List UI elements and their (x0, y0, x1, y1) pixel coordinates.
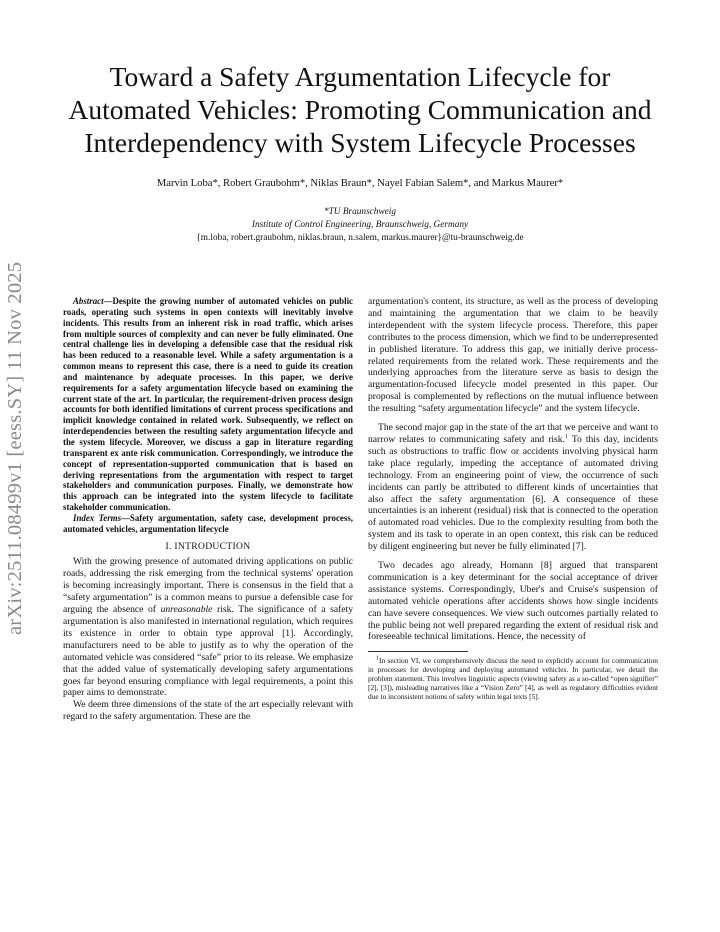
affiliation-org: *TU Braunschweig (323, 207, 397, 217)
left-column (63, 296, 353, 723)
affiliation-institute (40, 219, 680, 232)
footnote-text: In section VI, we comprehensively discuss the need to explicitly account for communication in processes for developing and deploying automated vehicles. In particular, we detail the problem statement. This involves linguistic aspects (viewing safety as a so-called “open signifier” [2], [3]), misleading narratives like a “Vision Zero” [4], as well as regulatory difficulties evident due to inconsistent notions of safety within legal texts [5]. (368, 656, 658, 702)
footnote-mark: 1 (376, 655, 379, 662)
footnote-rule (368, 651, 468, 652)
paper-title (40, 60, 680, 159)
abstract-lead: Abstract (73, 296, 104, 306)
author-list: Marvin Loba*, Robert Graubohm*, Niklas Braun*, Nayel Fabian Salem*, and Markus Maurer* (156, 178, 564, 189)
right-paragraph-1: argumentation's content, its structure, as well as the process of developing and maintaining the argumentation that we claim to be heavily interdependent with the system lifecycle process. Therefore, this paper contributes to the process dimension, which we find to be underrepresented in published literature. To address this gap, we initially derive process-related requirements from the related work. These requirements and the underlying approaches from the literature serve as basis to design the argumentation-focused lifecycle model presented in this paper. Our proposal is complemented by reflections on the mutual influence between the resulting “safety argumentation lifecycle” and the system lifecycle. (368, 296, 658, 415)
intro-paragraph-1 (63, 556, 353, 699)
title-line: Interdependency with System Lifecycle Processes (84, 127, 636, 158)
affiliation-emails: {m.loba, robert.graubohm, niklas.braun, n.salem, markus.maurer}@tu-braunschweig.de (196, 233, 524, 243)
abstract (63, 296, 353, 513)
index-terms-text: —Safety argumentation, safety case, development process, automated vehicles, argumentation lifecycle (63, 512, 353, 534)
affiliation-block (40, 206, 680, 245)
text-run: The second major gap in the state of the art that we perceive and want to narrow relates to communicating safety and risk. (368, 422, 658, 445)
title-line: Automated Vehicles: Promoting Communication and (68, 94, 652, 125)
text-run: risk. The significance of a safety argumentation is also manifested in international regulation, which requires its existence in order to obtain type approval [1]. Accordingly, manufacturers need to be able to justify as to why the operation of the automated vehicle was considered “safe” prior to its release. We emphasize that the added value of systematically developing safety argumentations goes far beyond ensuring compliance with legal requirements, a point this paper aims to demonstrate. (63, 604, 353, 699)
index-terms (63, 513, 353, 535)
index-terms-lead: Index Terms (73, 512, 122, 523)
right-paragraph-3: Two decades ago already, Homann [8] argued that transparent communication is a key determinant for the social acceptance of driver assistance systems. Correspondingly, Uber's and Cruise's suspension of automated vehicle operations after accidents shows how single incidents can have severe consequences. We view such outcomes partially related to the public being not well prepared regarding the extent of residual risk and foreseeable technical limitations. Hence, the necessity of (368, 560, 658, 643)
title-line: Toward a Safety Argumentation Lifecycle for (109, 61, 611, 92)
institute-name: Institute of Control Engineering, Braunschweig, Germany (251, 220, 469, 230)
abstract-text: —Despite the growing number of automated vehicles on public roads, operating such systems in open contexts will inevitably involve incidents. This results from an inherent risk in road traffic, which arises from multiple sources of complexity and can never be fully eliminated. One central challenge lies in developing a defensible case that the residual risk has been reduced to a reasonable level. While a safety argumentation is a common means to represent this case, there is a need to guide its creation and maintenance by adequate processes. In this paper, we derive requirements for a safety argumentation lifecycle based on examining the current state of the art. In particular, the requirement-driven process design accounts for both identified limitations of current process specifications and implicit knowledge contained in related work. Subsequently, we reflect on interdependencies between the resulting safety argumentation lifecycle and the system lifecycle. Moreover, we discuss a gap in literature regarding transparent ex ante risk communication. Correspondingly, we introduce the concept of representation-supported communication that is based on deriving representations from the argumentation with respect to target stakeholders and communication purposes. Finally, we demonstrate how this approach can be integrated into the system lifecycle to facilitate stakeholder communication. (63, 296, 353, 513)
right-paragraph-2 (368, 422, 658, 553)
text-run: To this day, incidents such as obstructions to traffic flow or accidents involving physical harm take place regularly, impeding the acceptance of automated driving technology. From an engineering point of view, the occurrence of such incidents can partly be attributed to different kinds of uncertainties that also affect the safety argumentation [6]. A consequence of these uncertainties is an inherent (residual) risk that is connected to the operation of automated road vehicles. Due to the complexity resulting from both the system and its task to operate in an open context, this risk can be reduced by diligent engineering but never be fully eliminated [7]. (368, 433, 658, 553)
text-run: With the growing presence of automated driving applications on public roads, addressing the risk emerging from the technical systems' operation is becoming increasingly important. There is consensus in the field that a “safety argumentation” is a common means to pursue a defensible case for arguing the absence of (63, 556, 353, 616)
emphasis: unreasonable (160, 604, 213, 616)
right-column (368, 296, 658, 701)
footnote (368, 656, 658, 701)
footnote-ref: 1 (564, 433, 568, 440)
arxiv-stamp: arXiv:2511.08499v1 [eess.SY] 11 Nov 2025 (4, 261, 26, 635)
section-heading: I. INTRODUCTION (165, 540, 251, 552)
intro-paragraph-2: We deem three dimensions of the state of the art especially relevant with regard to the safety argumentation. These are the (63, 699, 353, 723)
